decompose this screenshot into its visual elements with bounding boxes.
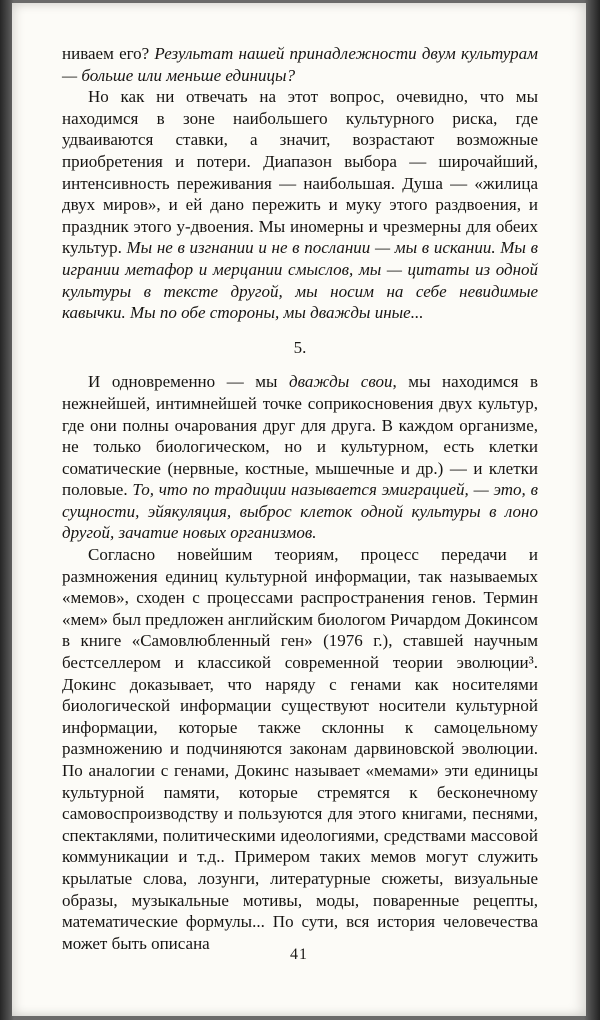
text-run-italic: Мы не в изгнании и не в послании — мы в искании. Мы в игрании метафор и мерцании смыслов, мы — цитаты из одной культуры в тексте другой, мы носим на себе невидимые кавычки. Мы по обе стороны, мы дважды иные... (62, 238, 538, 323)
paragraph (62, 371, 538, 544)
text-run: , мы находимся в нежнейшей, интимнейшей точке соприкосновения двух культур, где они полны очарования друг для друга. В каждом организме, не только биологическом, но и культурном, есть клетки соматические (нервные, костные, мышечные и др.) — и клетки половые. (62, 372, 538, 500)
text-run-italic: дважды свои (288, 372, 393, 392)
text-run-italic: То, что по традиции называется эмиграцией, — это, в сущности, эйякуляция, выброс клеток одной культуры в лоно другой, зачатие новых организмов. (62, 480, 538, 543)
paragraph (62, 544, 538, 954)
text-run: Но как ни отвечать на этот вопрос, очевидно, что мы находимся в зоне наибольшего культурного риска, где удваиваются ставки, а значит, возрастают возможные приобретения и потери. Диапазон выбора — широчайший, интенсивность переживания — наибольшая. Душа — «жилица двух миров», и ей дано пережить и муку этого раздвоения, и праздник этого у-двоения. Мы иномерны и чрезмерны для обеих культур. (62, 87, 538, 258)
paragraph-continuation (62, 43, 538, 86)
text-run: Согласно новейшим теориям, процесс передачи и размножения единиц культурной информации, так называемых «мемов», сходен с процессами распространения генов. Термин «мем» был предложен английским биологом Ричардом Докинсом в книге «Самовлюбленный ген» (1976 г.), ставшей научным бестселлером и классикой современной теории эволюции³. Докинс доказывает, что наряду с генами как носителями биологической информации существуют носители культурной информации, которые также склонны к самоцельному размножению и подчиняются законам дарвиновской эволюции. По аналогии с генами, Докинс называет «мемами» эти единицы культурной памяти, которые стремятся к бесконечному самовоспроизводству и пользуются для этого книгами, песнями, спектаклями, политическими идеологиями, средствами массовой коммуникации и т.д.. Примером таких мемов могут служить крылатые слова, лозунги, литературные сюжеты, визуальные образы, музыкальные мотивы, моды, поваренные рецепты, математические формулы... По сути, вся история человечества может быть описана (62, 545, 538, 953)
text-run-italic: Результат нашей принадлежности двум культурам — больше или меньше единицы? (62, 44, 538, 85)
paragraph (62, 86, 538, 324)
page-number: 41 (290, 946, 308, 963)
text-run: ниваем его? (62, 44, 155, 63)
text-run: И одновременно — мы (88, 372, 289, 392)
section-number: 5. (293, 337, 307, 357)
text-block (62, 43, 538, 954)
book-page (12, 3, 586, 1016)
